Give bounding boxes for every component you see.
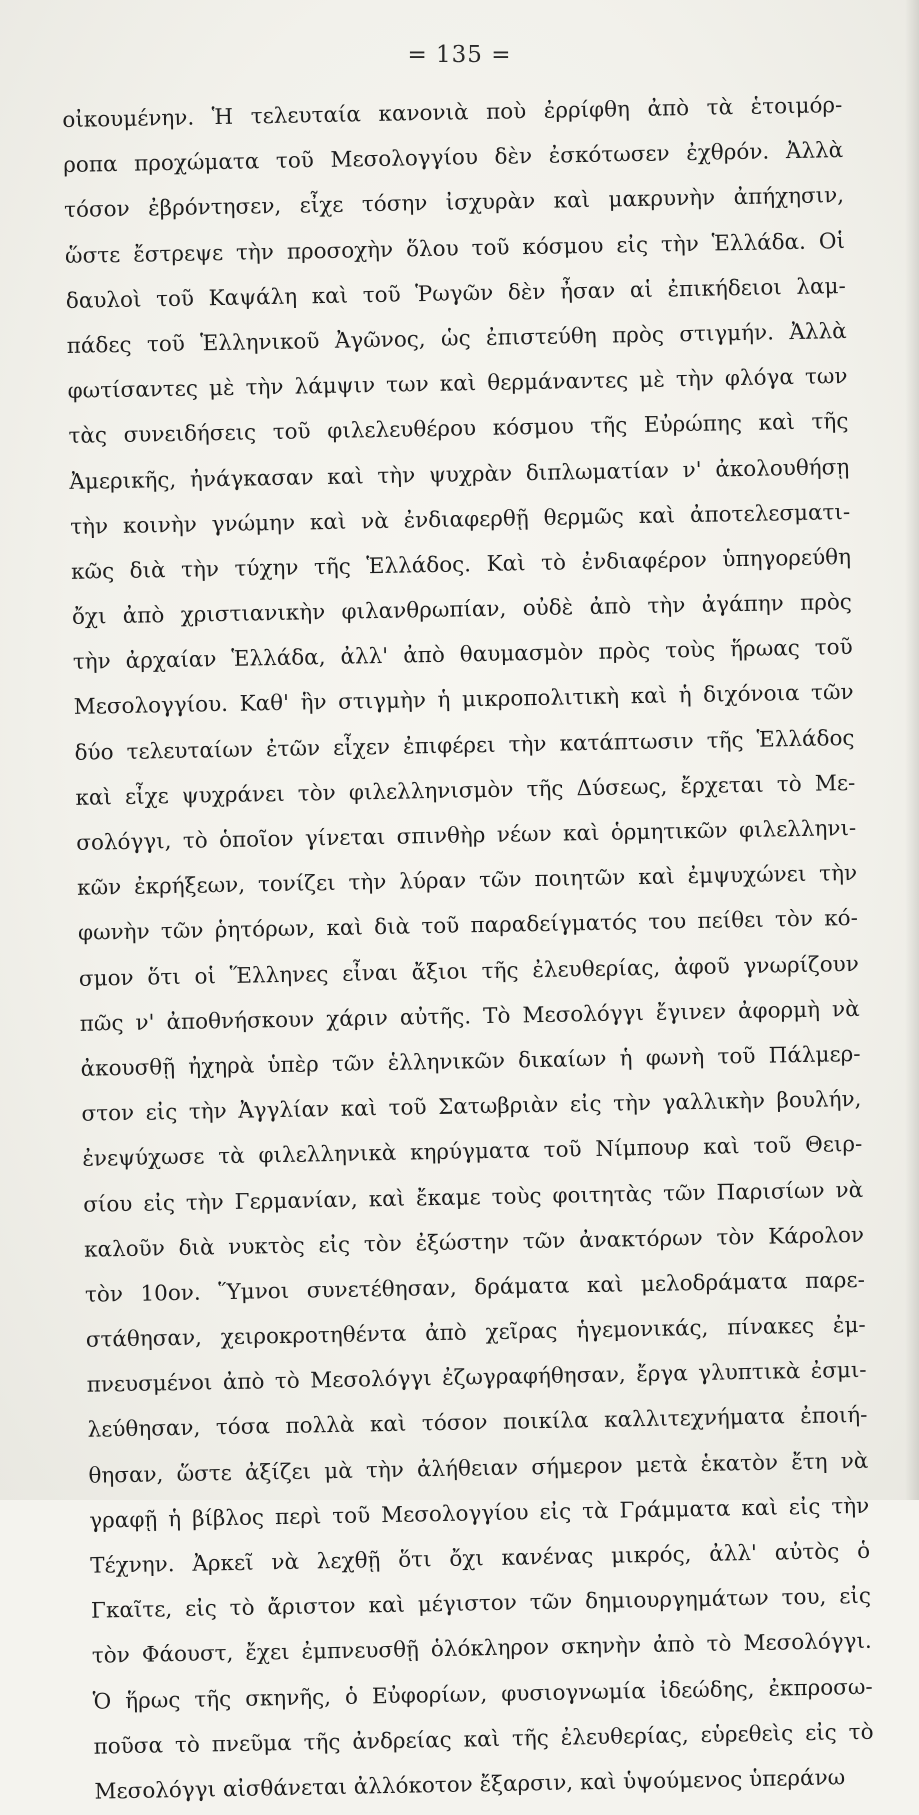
text-line: ροπα προχώματα τοῦ Μεσολογγίου δὲν ἐσκότωσεν ἐχθρόν. Ἀλλὰ <box>63 138 844 179</box>
text-line: πνευσμένοι ἀπὸ τὸ Μεσολόγγι ἐζωγραφήθησαν, ἔργα γλυπτικὰ ἐσμι- <box>86 1358 867 1399</box>
text-line: πάδες τοῦ Ἑλληνικοῦ Ἀγῶνος, ὡς ἐπιστεύθη πρὸς στιγμήν. Ἀλλὰ <box>66 318 847 359</box>
text-line: Γκαῖτε, εἰς τὸ ἄριστον καὶ μέγιστον τῶν δημιουργημάτων του, εἰς <box>90 1583 872 1624</box>
text-line: θησαν, ὥστε ἀξίζει μὰ τὴν ἀλήθειαν σήμερον μετὰ ἑκατὸν ἔτη νὰ <box>88 1448 869 1489</box>
page-edge-shadow <box>905 0 919 1500</box>
text-line: σολόγγι, τὸ ὁποῖον γίνεται σπινθὴρ νέων καὶ ὁρμητικῶν φιλελληνι- <box>76 815 857 856</box>
text-line: τόσον ἐβρόντησεν, εἶχε τόσην ἰσχυρὰν καὶ μακρυνὴν ἀπήχησιν, <box>63 183 845 224</box>
text-line: Ἀμερικῆς, ἠνάγκασαν καὶ τὴν ψυχρὰν διπλωματίαν ν' ἀκολουθήσῃ <box>69 454 850 495</box>
text-line: λεύθησαν, τόσα πολλὰ καὶ τόσον ποικίλα καλλιτεχνήματα ἐποιή- <box>87 1403 868 1444</box>
text-line: τὴν ἀρχαίαν Ἑλλάδα, ἀλλ' ἀπὸ θαυμασμὸν πρὸς τοὺς ἥρωας τοῦ <box>72 635 853 676</box>
text-line: τὸν 10ον. Ὕμνοι συνετέθησαν, δράματα καὶ μελοδράματα παρε- <box>84 1267 866 1308</box>
text-line: ποῦσα τὸ πνεῦμα τῆς ἀνδρείας καὶ τῆς ἐλευθερίας, εὑρεθεὶς εἰς τὸ <box>93 1719 874 1760</box>
text-line: τὰς συνειδήσεις τοῦ φιλελευθέρου κόσμου τῆς Εὐρώπης καὶ τῆς <box>68 409 849 450</box>
text-line: δύο τελευταίων ἐτῶν εἶχεν ἐπιφέρει τὴν κατάπτωσιν τῆς Ἑλλάδος <box>74 725 855 766</box>
text-line: στάθησαν, χειροκροτηθέντα ἀπὸ χεῖρας ἡγεμονικάς, πίνακες ἐμ- <box>85 1312 866 1353</box>
text-line: τὸν Φάουστ, ἔχει ἐμπνευσθῇ ὁλόκληρον σκηνὴν ἀπὸ τὸ Μεσολόγγι. <box>91 1629 873 1670</box>
text-line: κῶς διὰ τὴν τύχην τῆς Ἑλλάδος. Καὶ τὸ ἐνδιαφέρον ὑπηγορεύθη <box>70 544 852 585</box>
text-line: στον εἰς τὴν Ἀγγλίαν καὶ τοῦ Σατωβριὰν εἰς τὴν γαλλικὴν βουλήν, <box>81 1086 862 1127</box>
text-line: σμον ὅτι οἱ Ἕλληνες εἶναι ἄξιοι τῆς ἐλευθερίας, ἀφοῦ γνωρίζουν <box>78 951 860 992</box>
text-line: φωνὴν τῶν ῥητόρων, καὶ διὰ τοῦ παραδείγματός του πείθει τὸν κό- <box>77 906 859 947</box>
text-line: Μεσολόγγι αἰσθάνεται ἀλλόκοτον ἔξαρσιν, καὶ ὑψούμενος ὑπεράνω <box>94 1765 846 1805</box>
text-line: οἰκουμένην. Ἡ τελευταία κανονιὰ ποὺ ἐρρίφθη ἀπὸ τὰ ἑτοιμόρ- <box>62 93 843 133</box>
text-line: δαυλοὶ τοῦ Καψάλη καὶ τοῦ Ῥωγῶν δὲν ἦσαν αἱ ἐπικήδειοι λαμ- <box>65 273 846 314</box>
page-number: = 135 = <box>407 42 512 68</box>
text-line: τὴν κοινὴν γνώμην καὶ νὰ ἐνδιαφερθῇ θερμῶς καὶ ἀποτελεσματι- <box>69 499 851 540</box>
text-line: καλοῦν διὰ νυκτὸς εἰς τὸν ἐξώστην τῶν ἀνακτόρων τὸν Κάρολον <box>83 1222 865 1263</box>
text-line: γραφῇ ἡ βίβλος περὶ τοῦ Μεσολογγίου εἰς τὰ Γράμματα καὶ εἰς τὴν <box>89 1493 870 1534</box>
body-text <box>62 83 875 1815</box>
text-line: κῶν ἐκρήξεων, τονίζει τὴν λύραν τῶν ποιητῶν καὶ ἐμψυχώνει τὴν <box>76 861 858 902</box>
text-line: Μεσολογγίου. Καθ' ἣν στιγμὴν ἡ μικροπολιτικὴ καὶ ἡ διχόνοια τῶν <box>73 680 854 721</box>
text-line: ἀκουσθῇ ἠχηρὰ ὑπὲρ τῶν ἑλληνικῶν δικαίων ἡ φωνὴ τοῦ Πάλμερ- <box>80 1041 861 1082</box>
text-line: φωτίσαντες μὲ τὴν λάμψιν των καὶ θερμάναντες μὲ τὴν φλόγα των <box>67 364 848 405</box>
text-line: Ὁ ἥρως τῆς σκηνῆς, ὁ Εὐφορίων, φυσιογνωμία ἰδεώδης, ἐκπροσω- <box>92 1674 873 1715</box>
text-line: ἐνεψύχωσε τὰ φιλελληνικὰ κηρύγματα τοῦ Νίμπουρ καὶ τοῦ Θειρ- <box>82 1132 863 1173</box>
text-line: πῶς ν' ἀποθνήσκουν χάριν αὐτῆς. Τὸ Μεσολόγγι ἔγινεν ἀφορμὴ νὰ <box>79 996 860 1037</box>
text-line: ὄχι ἀπὸ χριστιανικὴν φιλανθρωπίαν, οὐδὲ ἀπὸ τὴν ἀγάπην πρὸς <box>71 589 853 630</box>
text-line: καὶ εἶχε ψυχράνει τὸν φιλελληνισμὸν τῆς Δύσεως, ἔρχεται τὸ Με- <box>75 770 856 811</box>
text-line: σίου εἰς τὴν Γερμανίαν, καὶ ἔκαμε τοὺς φοιτητὰς τῶν Παρισίων νὰ <box>83 1177 864 1218</box>
text-line: ὥστε ἔστρεψε τὴν προσοχὴν ὅλου τοῦ κόσμου εἰς τὴν Ἑλλάδα. Οἱ <box>64 228 846 269</box>
text-line: Τέχνην. Ἀρκεῖ νὰ λεχθῇ ὅτι ὄχι κανένας μικρός, ἀλλ' αὐτὸς ὁ <box>89 1538 871 1579</box>
